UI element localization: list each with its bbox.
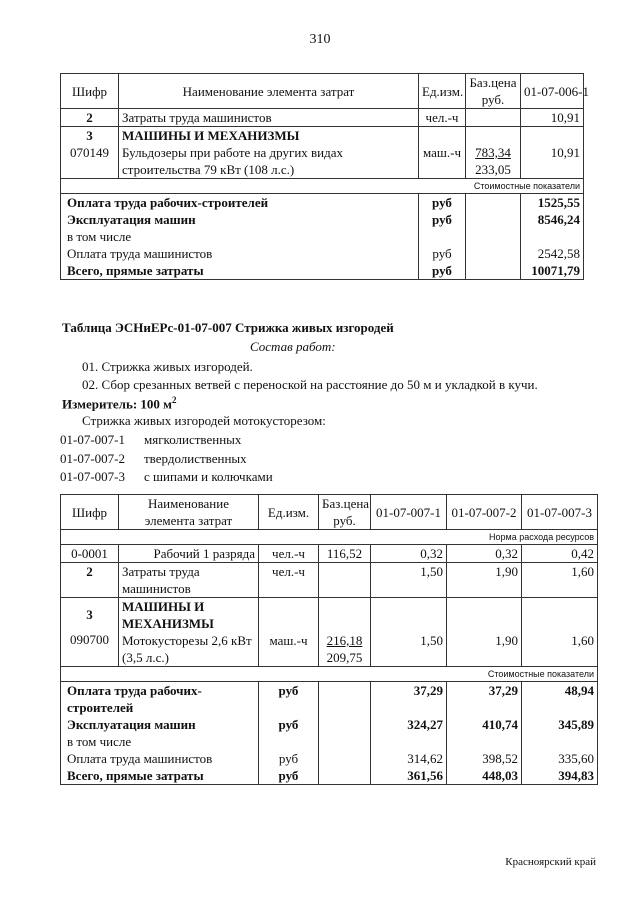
cost-value: 324,27 — [371, 716, 447, 733]
cost-unit: руб — [419, 211, 466, 228]
price-blank — [319, 767, 371, 785]
variant-text: мягколиственных — [144, 432, 242, 447]
base-price: 216,18 — [326, 633, 363, 648]
base-price-secondary: 233,05 — [475, 162, 511, 177]
unit: чел.-ч — [272, 564, 305, 579]
variant-code: 01-07-007-1 — [60, 432, 125, 447]
price-cell — [319, 563, 371, 598]
column-header: 01-07-006-1 — [521, 74, 584, 109]
cost-value: 410,74 — [447, 716, 522, 733]
norm-value: 1,60 — [571, 633, 594, 648]
unit-cell — [419, 127, 466, 179]
unit: чел.-ч — [272, 546, 305, 561]
column-header: Ед.изм. — [419, 74, 466, 109]
section-label-row — [61, 667, 598, 682]
price-blank — [466, 228, 521, 245]
cost-row — [61, 733, 598, 750]
resource-code: 2 — [86, 564, 93, 579]
resource-code: 090700 — [70, 632, 109, 647]
cost-value: 2542,58 — [521, 245, 584, 262]
norm-value: 1,90 — [495, 633, 518, 648]
norm-value: 10,91 — [550, 145, 580, 160]
cost-value: 37,29 — [371, 682, 447, 717]
cost-value: 10071,79 — [521, 262, 584, 280]
resource-row — [61, 545, 598, 563]
price-blank — [466, 245, 521, 262]
cost-value: 398,52 — [447, 750, 522, 767]
cost-unit: руб — [419, 262, 466, 280]
cost-row — [61, 716, 598, 733]
group-title: МАШИНЫ И МЕХАНИЗМЫ — [122, 599, 214, 631]
header-row — [61, 74, 584, 109]
region-footer: Красноярский край — [505, 856, 596, 868]
resource-code: 0-0001 — [71, 546, 108, 561]
variant-list — [60, 431, 273, 487]
cost-label: Оплата труда рабочих-строителей — [61, 194, 419, 212]
price-cell — [466, 127, 521, 179]
cost-unit: руб — [419, 194, 466, 212]
column-header: 01-07-007-2 — [447, 495, 522, 530]
meter-text: Измеритель: 100 м — [62, 396, 173, 412]
cost-value: 361,56 — [371, 767, 447, 785]
spacer — [450, 598, 518, 632]
column-header: Наименование элемента затрат — [119, 74, 419, 109]
resource-name: Мотокусторезы 2,6 кВт (3,5 л.с.) — [122, 633, 252, 665]
value-cell — [521, 127, 584, 179]
cost-label: в том числе — [61, 733, 259, 750]
resource-code: 3 — [86, 128, 93, 143]
cost-unit: руб — [259, 682, 319, 717]
cost-value: 345,89 — [522, 716, 598, 733]
resource-name: Бульдозеры при работе на других видах строительства 79 кВт (108 л.с.) — [122, 145, 344, 177]
code-cell — [61, 598, 119, 667]
norm-value: 0,42 — [571, 546, 594, 561]
table-title: Таблица ЭСНиЕРс-01-07-007 Стрижка живых изгородей — [62, 320, 394, 335]
cost-value: 37,29 — [447, 682, 522, 717]
value-cell — [371, 545, 447, 563]
norm-value: 1,60 — [571, 564, 594, 579]
cost-unit — [419, 228, 466, 245]
norm-value: 0,32 — [495, 546, 518, 561]
price-blank — [466, 194, 521, 212]
cost-row — [61, 245, 584, 262]
norm-value: 0,32 — [420, 546, 443, 561]
meter-label — [62, 395, 177, 412]
resource-row — [61, 563, 598, 598]
variant-item — [60, 431, 273, 450]
norm-label: Норма расхода ресурсов — [61, 530, 598, 545]
cost-value: 1525,55 — [521, 194, 584, 212]
meter-sup: 2 — [172, 395, 177, 405]
norm-value: 1,50 — [420, 633, 443, 648]
resource-code: 070149 — [70, 145, 109, 160]
variant-code: 01-07-007-2 — [60, 450, 125, 466]
value-cell — [447, 598, 522, 667]
price-cell — [319, 598, 371, 667]
cost-value: 335,60 — [522, 750, 598, 767]
value-cell — [447, 563, 522, 598]
cost-value: 8546,24 — [521, 211, 584, 228]
spacer — [525, 598, 594, 632]
section-label-row — [61, 179, 584, 194]
name-cell — [119, 598, 259, 667]
work-item: 02. Сбор срезанных ветвей с переноской на расстояние до 50 м и укладкой в кучи. — [82, 377, 538, 392]
column-header: 01-07-007-1 — [371, 495, 447, 530]
cost-unit: руб — [259, 716, 319, 733]
value-cell — [522, 545, 598, 563]
spacer — [469, 127, 517, 144]
cost-unit: руб — [419, 245, 466, 262]
price-blank — [319, 682, 371, 717]
spacer — [374, 598, 443, 632]
resource-row — [61, 598, 598, 667]
code-cell — [61, 545, 119, 563]
composition-label: Состав работ: — [250, 339, 336, 354]
value-cell — [371, 563, 447, 598]
unit-cell — [259, 598, 319, 667]
code-cell — [61, 109, 119, 127]
code-cell — [61, 563, 119, 598]
value-cell — [522, 563, 598, 598]
cost-label: Всего, прямые затраты — [61, 767, 259, 785]
base-price: 116,52 — [326, 546, 363, 561]
cost-label: Всего, прямые затраты — [61, 262, 419, 280]
resource-row — [61, 127, 584, 179]
price-cell — [319, 545, 371, 563]
cost-unit — [259, 733, 319, 750]
cost-label: Оплата труда машинистов — [61, 750, 259, 767]
unit-cell — [259, 545, 319, 563]
section-label: Стоимостные показатели — [61, 179, 584, 194]
price-blank — [319, 750, 371, 767]
column-header: Шифр — [61, 74, 119, 109]
cost-label: Оплата труда рабочих-строителей — [61, 682, 259, 717]
cost-row — [61, 211, 584, 228]
resource-code: 3 — [86, 607, 93, 622]
cost-row — [61, 682, 598, 717]
resource-row — [61, 109, 584, 127]
cost-value — [522, 733, 598, 750]
cost-label: Оплата труда машинистов — [61, 245, 419, 262]
price-blank — [319, 733, 371, 750]
spacer — [422, 127, 462, 144]
cost-value: 314,62 — [371, 750, 447, 767]
cost-value: 48,94 — [522, 682, 598, 717]
norm-label-row — [61, 530, 598, 545]
page-number: 310 — [309, 32, 331, 47]
spacer — [524, 127, 580, 144]
unit: маш.-ч — [269, 633, 308, 648]
cost-value — [447, 733, 522, 750]
value-cell — [522, 598, 598, 667]
cost-unit: руб — [259, 750, 319, 767]
cost-row — [61, 194, 584, 212]
cost-value — [371, 733, 447, 750]
cost-value: 448,03 — [447, 767, 522, 785]
column-header: Баз.цена руб. — [466, 74, 521, 109]
cost-label: в том числе — [61, 228, 419, 245]
cost-value: 394,83 — [522, 767, 598, 785]
variant-item — [60, 468, 273, 487]
unit-cell — [419, 109, 466, 127]
base-price: 783,34 — [475, 145, 511, 160]
cost-unit: руб — [259, 767, 319, 785]
spacer — [262, 598, 315, 632]
price-cell — [466, 109, 521, 127]
column-header: Шифр — [61, 495, 119, 530]
name-cell — [119, 109, 419, 127]
cost-label: Эксплуатация машин — [61, 211, 419, 228]
name-cell — [119, 563, 259, 598]
norm-value: 10,91 — [550, 110, 580, 125]
header-row — [61, 495, 598, 530]
code-cell — [61, 127, 119, 179]
unit: маш.-ч — [422, 145, 462, 160]
base-price-secondary: 209,75 — [326, 650, 363, 665]
value-cell — [371, 598, 447, 667]
cost-row — [61, 750, 598, 767]
cost-table-01-07-007 — [60, 494, 598, 785]
resource-name: Затраты труда машинистов — [122, 110, 272, 125]
value-cell — [521, 109, 584, 127]
name-cell — [119, 127, 419, 179]
intro-text: Стрижка живых изгородей мотокусторезом: — [82, 413, 326, 428]
cost-row — [61, 262, 584, 280]
cost-table-01-07-006 — [60, 73, 589, 280]
unit-cell — [259, 563, 319, 598]
price-blank — [466, 262, 521, 280]
resource-code: 2 — [86, 110, 93, 125]
section-label: Стоимостные показатели — [61, 667, 598, 682]
column-header: Баз.цена руб. — [319, 495, 371, 530]
work-item: 01. Стрижка живых изгородей. — [82, 359, 253, 374]
variant-text: твердолиственных — [144, 450, 247, 466]
cost-label: Эксплуатация машин — [61, 716, 259, 733]
cost-row — [61, 228, 584, 245]
price-blank — [319, 716, 371, 733]
spacer — [322, 598, 367, 632]
value-cell — [447, 545, 522, 563]
cost-value — [521, 228, 584, 245]
group-title: МАШИНЫ И МЕХАНИЗМЫ — [122, 128, 300, 143]
variant-text: с шипами и колючками — [144, 469, 273, 484]
cost-row — [61, 767, 598, 785]
unit: чел.-ч — [425, 110, 459, 125]
price-blank — [466, 211, 521, 228]
column-header: 01-07-007-3 — [522, 495, 598, 530]
name-cell — [119, 545, 259, 563]
resource-name: Рабочий 1 разряда — [153, 546, 255, 561]
norm-value: 1,50 — [420, 564, 443, 579]
column-header: Наименование элемента затрат — [119, 495, 259, 530]
variant-item — [60, 450, 273, 469]
column-header: Ед.изм. — [259, 495, 319, 530]
norm-value: 1,90 — [495, 564, 518, 579]
resource-name: Затраты труда машинистов — [122, 564, 200, 596]
variant-code: 01-07-007-3 — [60, 469, 125, 484]
